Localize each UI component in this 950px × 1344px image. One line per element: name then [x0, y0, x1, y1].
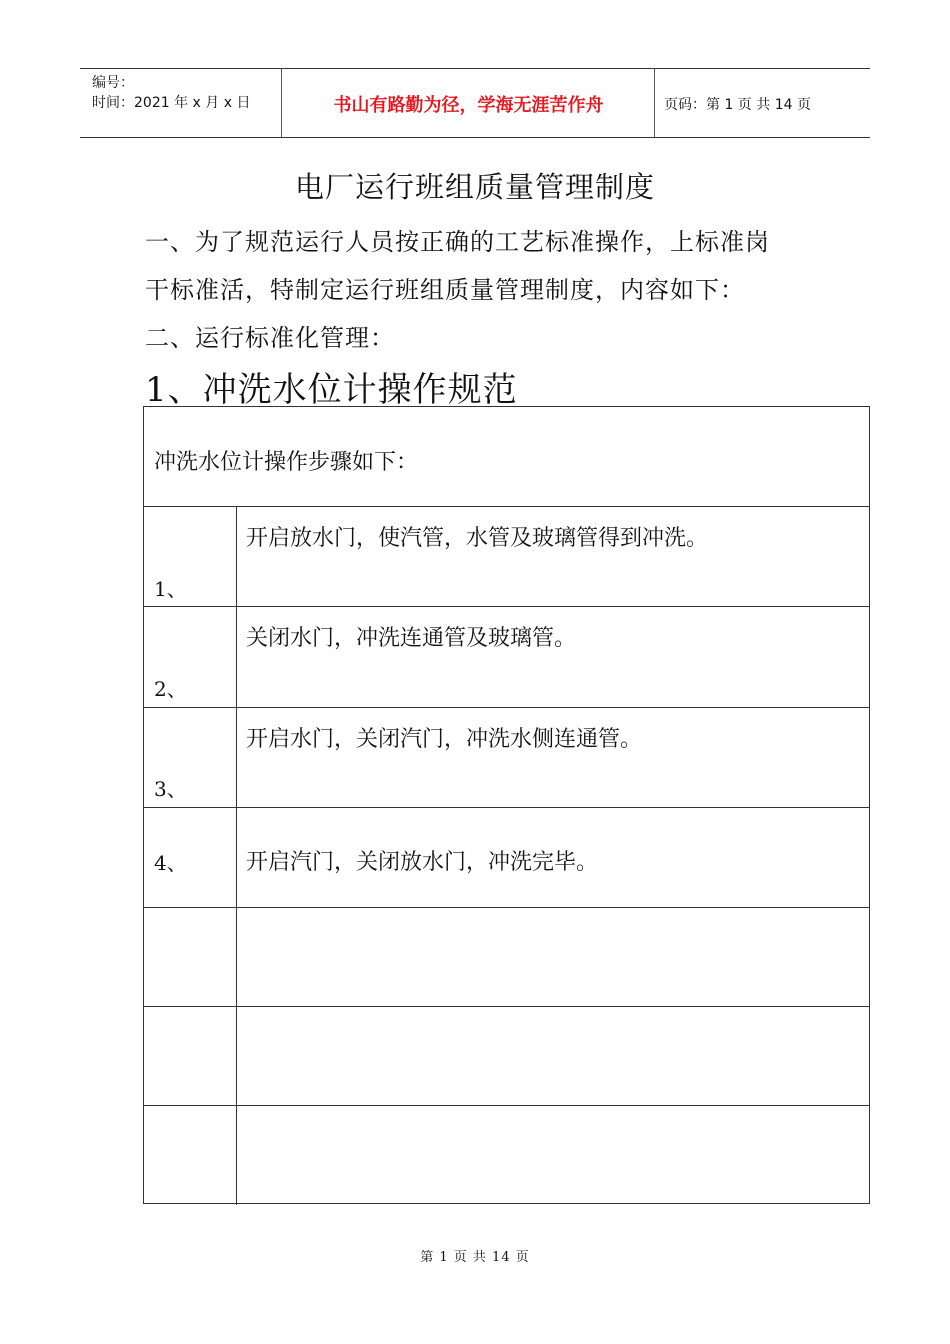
header-meta [92, 73, 250, 113]
table-row-text: 关闭水门，冲洗连通管及玻璃管。 [246, 626, 577, 651]
serial-label: 编号： [92, 75, 134, 91]
table-row-number: 3、 [154, 777, 187, 801]
table-row-text: 开启汽门，关闭放水门，冲洗完毕。 [246, 850, 599, 875]
intro-line-2: 干标准活，特制定运行班组质量管理制度，内容如下： [145, 276, 745, 304]
column-divider [236, 506, 237, 1205]
page-footer: 第 1 页 共 14 页 [420, 1250, 530, 1265]
procedure-table [143, 406, 870, 1204]
intro-line-1: 一、为了规范运行人员按正确的工艺标准操作，上标准岗 [145, 228, 770, 256]
header-motto: 书山有路勤为径，学海无涯苦作舟 [333, 95, 604, 116]
page-header [80, 68, 870, 138]
row-divider [144, 1105, 869, 1106]
subsection-heading: 1、冲洗水位计操作规范 [145, 370, 518, 410]
row-divider [144, 707, 869, 708]
section-2-heading: 二、运行标准化管理： [145, 324, 395, 352]
row-divider [144, 807, 869, 808]
table-row-number: 4、 [154, 851, 187, 875]
header-page-info: 页码：第 1 页 共 14 页 [664, 97, 811, 113]
table-header-cell: 冲洗水位计操作步骤如下： [154, 450, 419, 475]
table-row-text: 开启水门，关闭汽门，冲洗水侧连通管。 [246, 727, 643, 752]
header-divider [654, 69, 655, 137]
table-row-number: 1、 [154, 577, 187, 601]
table-row-text: 开启放水门，使汽管，水管及玻璃管得到冲洗。 [246, 526, 709, 551]
header-divider [281, 69, 282, 137]
row-divider [144, 506, 869, 507]
row-divider [144, 1006, 869, 1007]
row-divider [144, 606, 869, 607]
table-row-number: 2、 [154, 677, 187, 701]
row-divider [144, 907, 869, 908]
document-title: 电厂运行班组质量管理制度 [294, 170, 655, 204]
time-label: 时间：2021 年 x 月 x 日 [92, 95, 251, 111]
